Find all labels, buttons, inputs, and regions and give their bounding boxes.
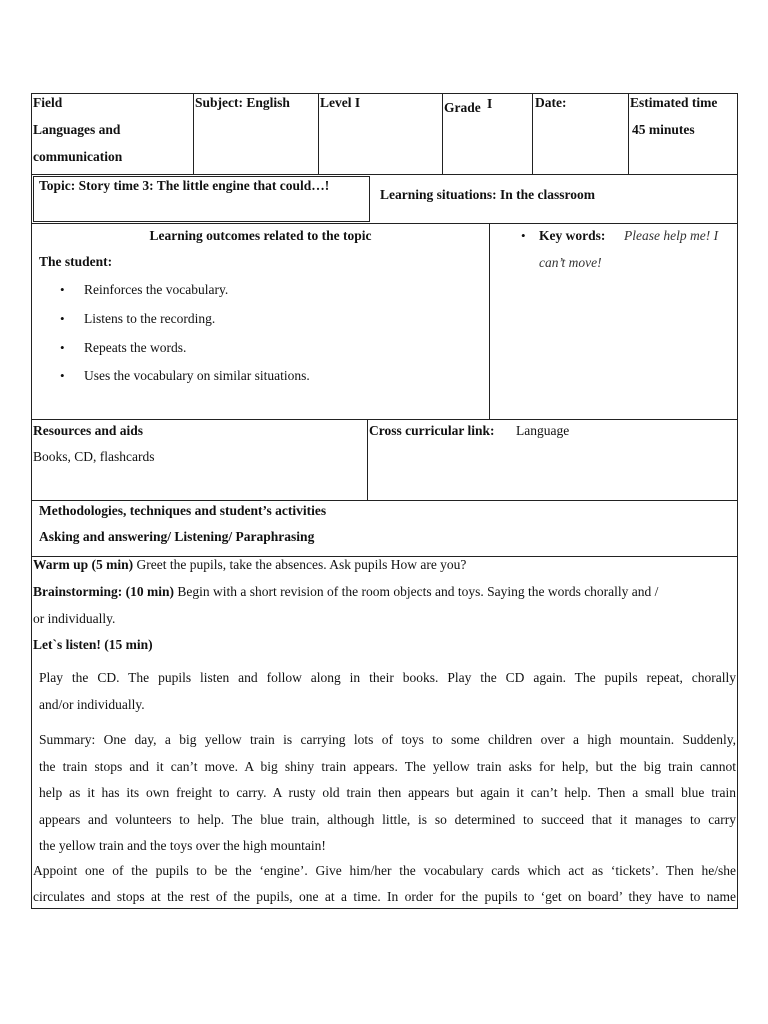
outcomes-subheading: The student: [39,254,113,269]
outcome-item: Uses the vocabulary on similar situations. [84,368,310,383]
bullet-icon: • [60,311,65,326]
lets-listen-label: Let`s listen! (15 min) [33,637,153,652]
grade-value: I [487,96,493,111]
grade-label: Grade [444,100,481,115]
time-value: 45 minutes [632,122,695,137]
methodologies-value: Asking and answering/ Listening/ Paraphrasing [39,529,315,544]
field-label: Field [33,95,63,110]
outcome-item: Reinforces the vocabulary. [84,282,229,297]
summary-line-end: the yellow train and the toys over the high mountain! [39,838,326,853]
summary-line: appears and volunteers to help. The blue train, although little, is so determined to succeed that it manages to carry [39,812,736,827]
field-value-line-1: Languages and [33,122,121,137]
play-cd-line: Play the CD. The pupils listen and follow along in their books. Play the CD again. The pupils repeat, chorally [39,670,736,685]
appoint-line: circulates and stops at the rest of the pupils, one at a time. In order for the pupils to ‘get on board’ they have to name [33,889,736,904]
play-cd-line-end: and/or individually. [39,697,145,712]
outcomes-heading: Learning outcomes related to the topic [149,228,372,243]
summary-line: Summary: One day, a big yellow train is carrying lots of toys to some children over a high mountain. Suddenly, [39,732,736,747]
warm-up-line [33,558,466,572]
time-label: Estimated time [630,95,718,110]
bullet-icon: • [60,340,65,355]
resources-label: Resources and aids [33,423,144,438]
summary-line: help as it has its own freight to carry. A rusty old train then appears but again it can’t help. Then a small blue train [39,785,736,800]
appoint-line: Appoint one of the pupils to be the ‘engine’. Give him/her the vocabulary cards which act as ‘tickets’. Then he/she [33,863,736,878]
warm-up-text: Greet the pupils, take the absences. Ask pupils How are you? [136,557,467,572]
brainstorming-text: Begin with a short revision of the room objects and toys. Saying the words chorally and / [177,584,659,599]
keywords-value-line-1: Please help me! I [624,228,719,243]
cross-curricular-value: Language [516,423,570,438]
keywords-value-line-2: can’t move! [539,255,602,270]
bullet-icon: • [60,282,65,297]
warm-up-label: Warm up (5 min) [33,557,134,572]
outcome-item: Listens to the recording. [84,311,216,326]
bullet-icon: • [521,228,526,243]
topic-title: Topic: Story time 3: The little engine that could…! [39,178,330,193]
keywords-label: Key words: [539,228,606,243]
field-value-line-2: communication [33,149,123,164]
keywords-cell [489,223,738,420]
bullet-icon: • [60,368,65,383]
summary-line: the train stops and it can’t move. A big shiny train appears. The yellow train asks for help, but the big train cannot [39,759,736,774]
brainstorming-text-continued: or individually. [33,611,116,626]
learning-situation: Learning situations: In the classroom [380,187,596,202]
subject-label: Subject: English [195,95,290,110]
resources-value: Books, CD, flashcards [33,449,155,464]
date-label: Date: [535,95,567,110]
outcome-item: Repeats the words. [84,340,187,355]
level-label: Level I [320,95,361,110]
methodologies-heading: Methodologies, techniques and student’s activities [39,503,327,518]
brainstorming-line [33,585,658,599]
brainstorming-label: Brainstorming: (10 min) [33,584,174,599]
cross-curricular-label: Cross curricular link: [369,423,495,438]
